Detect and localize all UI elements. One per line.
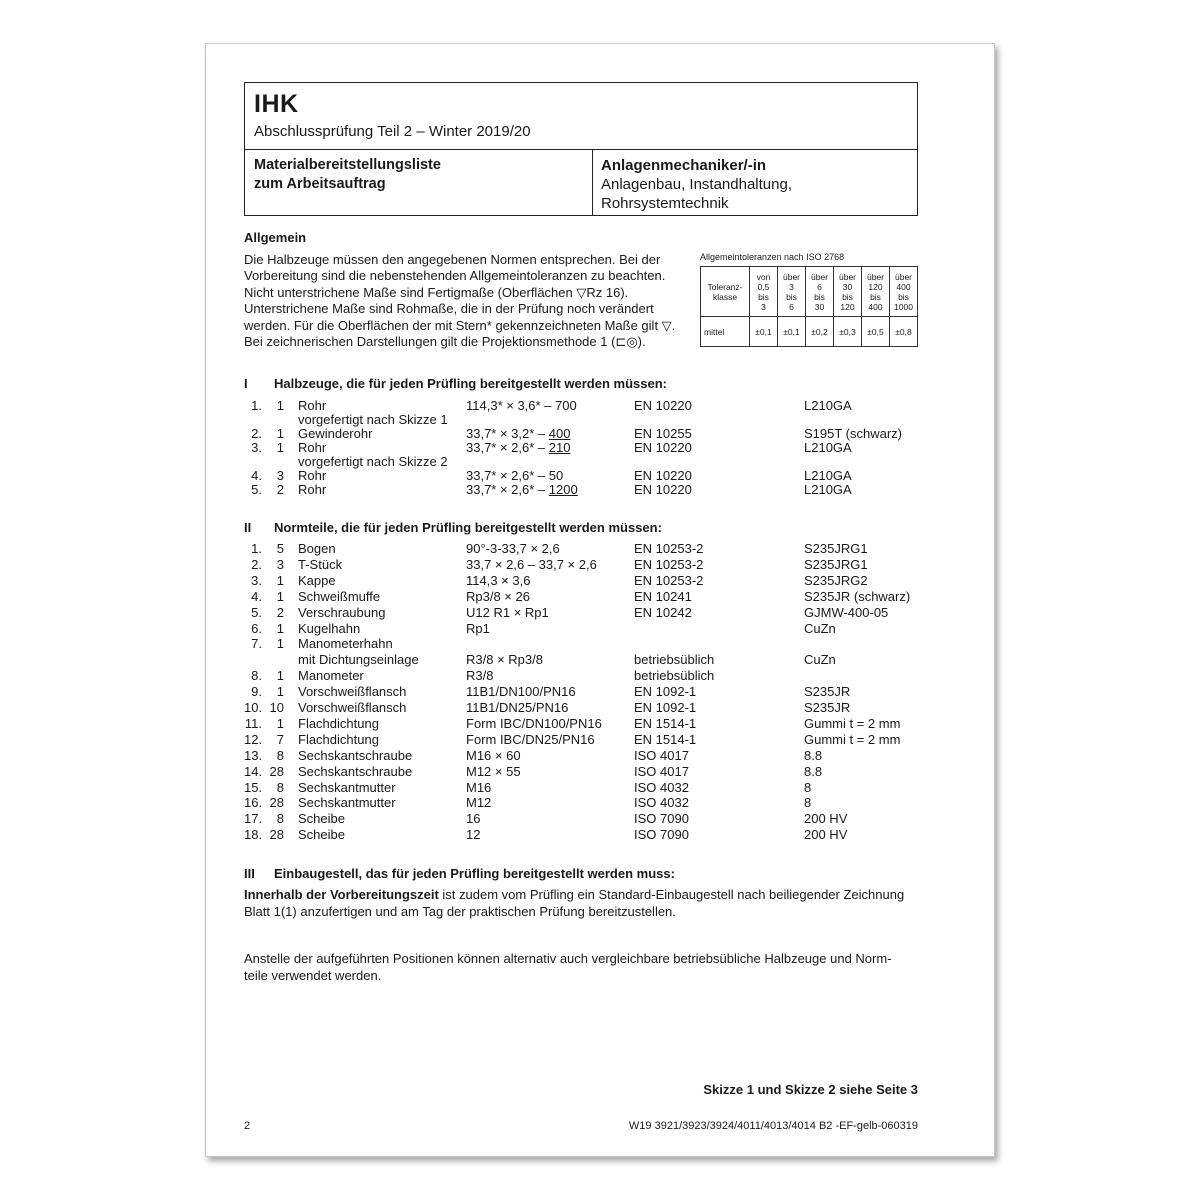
alternative-line2: teile verwendet werden. xyxy=(244,968,382,983)
general-line: Die Halbzeuge müssen den angegebenen Normen entsprechen. Bei der xyxy=(244,252,661,267)
table-row: mit Dichtungseinlage R3/8 × Rp3/8 betriebsüblich CuZn xyxy=(298,652,836,668)
tolerance-range: von 0,5 bis 3 xyxy=(750,267,778,317)
exam-subtitle: Abschlussprüfung Teil 2 – Winter 2019/20 xyxy=(254,123,531,140)
section3-title: Einbaugestell, das für jeden Prüfling bereitgestellt werden muss: xyxy=(274,866,675,881)
document-title-line1: Materialbereitstellungsliste xyxy=(254,157,441,173)
table-row: 1. 1 Rohr 114,3* × 3,6* – 700 EN 10220 L210GA xyxy=(251,398,852,413)
section3-line1: Innerhalb der Vorbereitungszeit ist zudem vom Prüfling ein Standard-Einbaugestell nach beiliegender Zeichnung xyxy=(244,887,905,902)
focus-line2: Rohrsystemtechnik xyxy=(601,195,729,212)
section1-number: I xyxy=(244,376,248,391)
table-row: 8. 1 Manometer R3/8 betriebsüblich xyxy=(251,668,715,684)
table-row: 14. 28 Sechskantschraube M12 × 55 ISO 4017 8.8 xyxy=(244,763,823,779)
alternative-line1: Anstelle der aufgeführten Positionen können alternativ auch vergleichbare betriebsübliche Halbzeuge und Norm- xyxy=(244,951,892,966)
table-row: 4. 3 Rohr 33,7* × 2,6* – 50 EN 10220 L210GA xyxy=(251,468,852,483)
table-row: 5. 2 Rohr 33,7* × 2,6* – 1200 EN 10220 L210GA xyxy=(251,482,852,497)
general-line: Vorbereitung sind die nebenstehenden Allgemeintoleranzen zu beachten. xyxy=(244,268,666,284)
table-row: 3. 1 Rohr 33,7* × 2,6* – 210 EN 10220 L210GA xyxy=(251,440,852,455)
section2-number: II xyxy=(244,520,252,535)
tolerance-range: über 3 bis 6 xyxy=(778,267,806,317)
general-line: Unterstrichene Maße sind Rohmaße, die in der Prüfung noch verändert xyxy=(244,301,654,317)
general-heading: Allgemein xyxy=(244,230,307,245)
table-row: 3. 1 Kappe 114,3 × 3,6 EN 10253-2 S235JRG2 xyxy=(251,572,868,588)
tolerance-value: ±0,5 xyxy=(862,317,890,347)
profession-title: Anlagenmechaniker/-in xyxy=(601,157,767,174)
tolerance-value: ±0,1 xyxy=(778,317,806,347)
tolerance-range: über 6 bis 30 xyxy=(806,267,834,317)
section3-line2: Blatt 1(1) anzufertigen und am Tag der praktischen Prüfung bereitzustellen. xyxy=(244,904,676,919)
table-row: 4. 1 Schweißmuffe Rp3/8 × 26 EN 10241 S235JR (schwarz) xyxy=(251,588,911,604)
tolerance-value: ±0,1 xyxy=(750,317,778,347)
general-line: Nicht unterstrichene Maße sind Fertigmaße (Oberflächen ▽Rz 16). xyxy=(244,284,629,300)
table-row: 12. 7 Flachdichtung Form IBC/DN25/PN16 EN 1514-1 Gummi t = 2 mm xyxy=(244,731,901,747)
table-row: 16. 28 Sechskantmutter M12 ISO 4032 8 xyxy=(244,795,812,811)
table-row-note: vorgefertigt nach Skizze 2 xyxy=(298,454,448,469)
table-row-note: vorgefertigt nach Skizze 1 xyxy=(298,412,448,427)
section1-title: Halbzeuge, die für jeden Prüfling bereitgestellt werden müssen: xyxy=(274,376,667,391)
sketch-note: Skizze 1 und Skizze 2 siehe Seite 3 xyxy=(703,1082,918,1097)
document-title-line2: zum Arbeitsauftrag xyxy=(254,176,386,192)
org-title: IHK xyxy=(254,90,299,118)
document-title-cell xyxy=(245,150,593,215)
table-row: 1. 5 Bogen 90°-3-33,7 × 2,6 EN 10253-2 S235JRG1 xyxy=(251,541,868,556)
general-line: Bei zeichnerischen Darstellungen gilt die Projektionsmethode 1 (⊏◎). xyxy=(244,334,646,350)
table-row: 15. 8 Sechskantmutter M16 ISO 4032 8 xyxy=(244,779,812,795)
table-row: 10. 10 Vorschweißflansch 11B1/DN25/PN16 EN 1092-1 S235JR xyxy=(244,700,851,715)
tolerance-range: über 400 bis 1000 xyxy=(890,267,918,317)
table-row: 17. 8 Scheibe 16 ISO 7090 200 HV xyxy=(244,811,848,827)
tolerance-range: über 30 bis 120 xyxy=(834,267,862,317)
tolerance-range: über 120 bis 400 xyxy=(862,267,890,317)
table-row: 11. 1 Flachdichtung Form IBC/DN100/PN16 EN 1514-1 Gummi t = 2 mm xyxy=(244,715,901,731)
section2-title: Normteile, die für jeden Prüfling bereitgestellt werden müssen: xyxy=(274,520,662,535)
tolerance-class-header: Toleranz- klasse xyxy=(701,267,750,317)
table-row: 6. 1 Kugelhahn Rp1 CuZn xyxy=(251,620,836,636)
page-number: 2 xyxy=(244,1120,251,1132)
table-row: 7. 1 Manometerhahn xyxy=(251,636,393,652)
profession-cell xyxy=(593,150,917,215)
general-text xyxy=(244,252,678,350)
header-box xyxy=(244,82,918,216)
table-row: 18. 28 Scheibe 12 ISO 7090 200 HV xyxy=(244,827,848,843)
exam-page xyxy=(205,43,995,1157)
focus-line1: Anlagenbau, Instandhaltung, xyxy=(601,176,792,193)
tolerance-caption: Allgemeintoleranzen nach ISO 2768 xyxy=(700,252,845,262)
tolerance-value: ±0,3 xyxy=(834,317,862,347)
general-line: werden. Für die Oberflächen der mit Stern* gekennzeichneten Maße gilt ▽. xyxy=(244,317,676,333)
table-row: 13. 8 Sechskantschraube M16 × 60 ISO 4017 8.8 xyxy=(244,747,823,763)
tolerance-row-label: mittel xyxy=(701,317,750,347)
section3-number: III xyxy=(244,866,255,881)
table-row: 2. 3 T-Stück 33,7 × 2,6 – 33,7 × 2,6 EN 10253-2 S235JRG1 xyxy=(251,556,868,572)
table-row: 9. 1 Vorschweißflansch 11B1/DN100/PN16 EN 1092-1 S235JR xyxy=(251,684,851,700)
table-row: 5. 2 Verschraubung U12 R1 × Rp1 EN 10242 GJMW-400-05 xyxy=(251,604,889,620)
tolerance-value: ±0,8 xyxy=(890,317,918,347)
document-code: W19 3921/3923/3924/4011/4013/4014 B2 -EF-gelb-060319 xyxy=(628,1120,918,1132)
table-row: 2. 1 Gewinderohr 33,7* × 3,2* – 400 EN 10255 S195T (schwarz) xyxy=(251,426,903,441)
tolerance-table xyxy=(700,266,918,347)
tolerance-value: ±0,2 xyxy=(806,317,834,347)
